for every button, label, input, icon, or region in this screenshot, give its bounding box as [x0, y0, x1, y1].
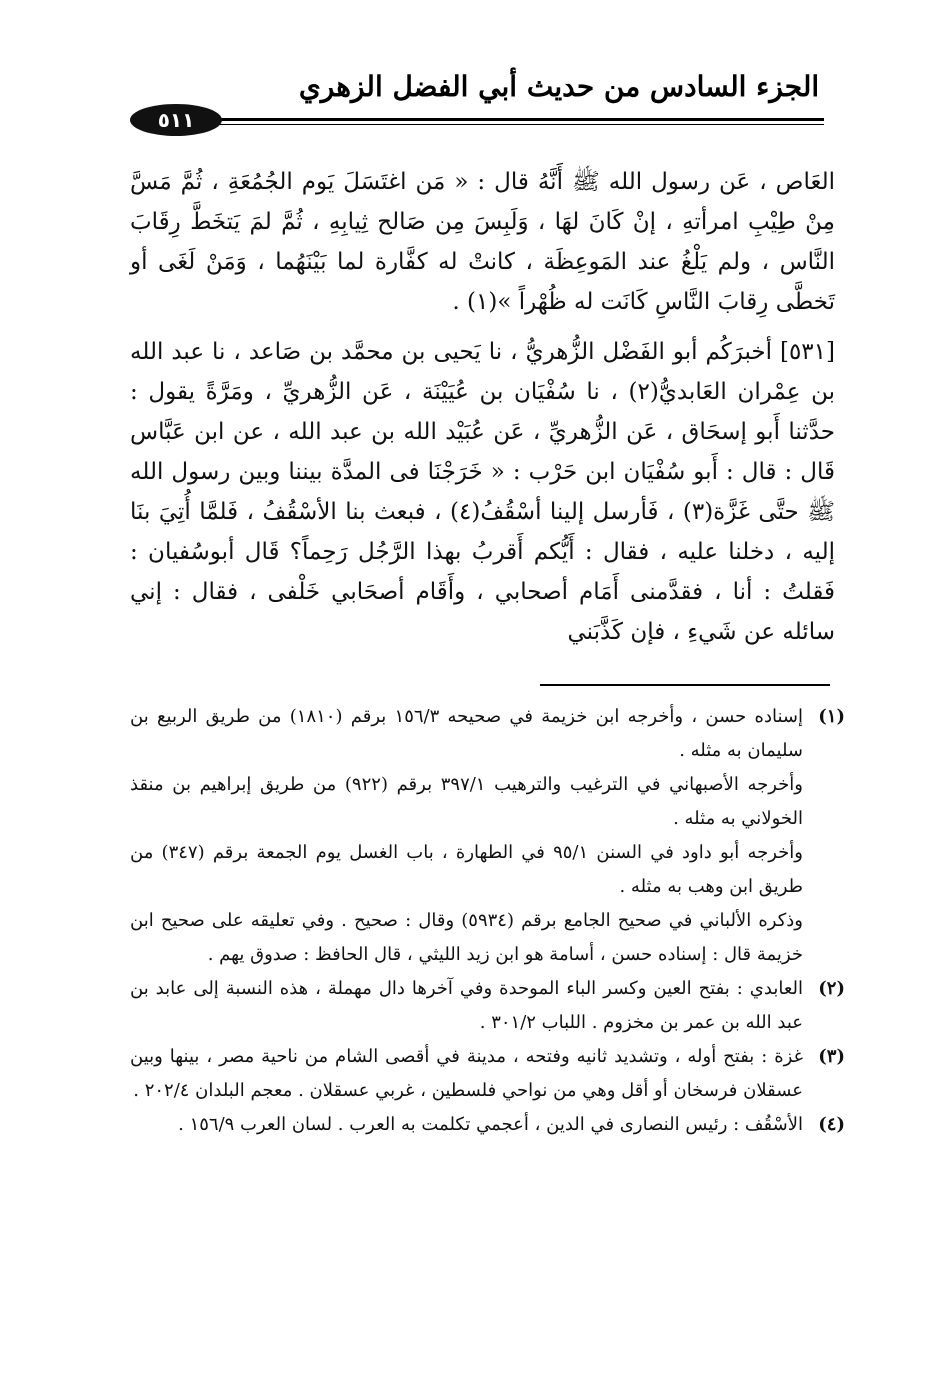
footnote-4: [130, 1108, 845, 1142]
footnote-2: [130, 972, 845, 1040]
footnote-number: (١): [818, 706, 845, 727]
header-rule-thin: [216, 124, 824, 125]
footnote-number: (٣): [818, 1046, 845, 1067]
footnote-paragraph: إسناده حسن ، وأخرجه ابن خزيمة في صحيحه ١٥٦/٣ برقم (١٨١٠) من طريق الربيع بن سليمان به مثله .: [130, 706, 803, 761]
page-number-badge: [130, 104, 222, 136]
header-rule: [216, 118, 824, 121]
footnote-1: [130, 700, 845, 972]
footnote-number: (٤): [818, 1114, 845, 1135]
footnote-paragraph: وأخرجه أبو داود في السنن ٩٥/١ في الطهارة ، باب الغسل يوم الجمعة برقم (٣٤٧) من طريق ابن وهب به مثله .: [130, 842, 804, 897]
footnote-body: [130, 972, 803, 1040]
footnote-paragraph: العابدي : بفتح العين وكسر الباء الموحدة وفي آخرها دال مهملة ، هذه النسبة إلى عابد بن عبد الله بن عمر بن مخزوم . اللباب ٣٠١/٢ .: [130, 978, 803, 1033]
footnote-body: [130, 1108, 803, 1142]
footnotes: [130, 700, 845, 1142]
footnote-separator: [540, 684, 830, 686]
running-title: الجزء السادس من حديث أبي الفضل الزهري: [298, 70, 820, 103]
footnote-number: (٢): [818, 978, 845, 999]
hadith-paragraph-531: [٥٣١] أخبرَكُم أبو الفَضْل الزُّهريُّ ، نا يَحيى بن محمَّد بن صَاعد ، نا عبد الله بن عِمْران العَابديُّ(٢) ، نا سُفْيَان بن عُيَيْنَة ، عَن الزُّهريِّ ، ومَرَّةً يقول : حدَّثنا أَبو إسحَاق ، عَن الزُّهريِّ ، عَن عُبَيْد الله بن عبد الله ، عن ابن عَبَّاس قَال : قال : أَبو سُفْيَان ابن حَرْب : « خَرَجْنَا فى المدَّة بيننا وبين رسول الله ﷺ حتَّى غَزَّة(٣) ، فَأرسل إلينا أسْقُفُ(٤) ، فبعث بنا الأسْقُفُ ، فَلمَّا أُتِيَ بنَا إليه ، دخلنا عليه ، فقال : أَيُّكم أَقربُ بهذا الرَّجُل رَحِماً؟ قَال أبوسُفيان : فَقلتُ : أنا ، فقدَّمنى أَمَام أصحابي ، وأَقَام أصحَابي خَلْفى ، فقال : إني سائله عن شَيءِ ، فإن كَذَّبَني: [130, 339, 835, 645]
page-header: [126, 66, 824, 138]
footnote-paragraph: الأسْقُف : رئيس النصارى في الدين ، أعجمي تكلمت به العرب . لسان العرب ١٥٦/٩ .: [178, 1114, 803, 1135]
footnote-body: [130, 1040, 803, 1108]
main-text: [130, 162, 835, 662]
footnote-paragraph: غزة : بفتح أوله ، وتشديد ثانيه وفتحه ، مدينة في أقصى الشام من ناحية مصر ، بينها وبين عسقلان فرسخان أو أقل وهي من نواحي فلسطين ، غربي عسقلان . معجم البلدان ٢٠٢/٤ .: [130, 1046, 803, 1101]
page-number: ٥١١: [157, 108, 195, 132]
hadith-paragraph-continued: العَاص ، عَن رسول الله ﷺ أَنَّهُ قال : « مَن اغتَسَلَ يَوم الجُمُعَةِ ، ثُمَّ مَسَّ مِنْ طِيْبِ امرأتهِ ، إنْ كَانَ لهَا ، وَلَبِسَ مِن صَالح ثِيابِهِ ، ثُمَّ لمَ يَتخَطَّ رِقَابَ النَّاس ، ولم يَلْغُ عند المَوعِظَة ، كانتْ له كفَّارة لما بَيْنَهُما ، وَمَنْ لَغَى أو تَخطَّى رِقابَ النَّاسِ كَانَت له ظُهْراً »(١) .: [130, 169, 835, 315]
footnote-body: [130, 700, 803, 972]
footnote-3: [130, 1040, 845, 1108]
footnote-paragraph: وأخرجه الأصبهاني في الترغيب والترهيب ٣٩٧/١ برقم (٩٢٢) من طريق إبراهيم بن منقذ الخولاني به مثله .: [130, 774, 803, 829]
footnote-paragraph: وذكره الألباني في صحيح الجامع برقم (٥٩٣٤) وقال : صحيح . وفي تعليقه على صحيح ابن خزيمة قال : إسناده حسن ، أسامة هو ابن زيد الليثي ، قال الحافظ : صدوق يهم .: [130, 910, 803, 965]
